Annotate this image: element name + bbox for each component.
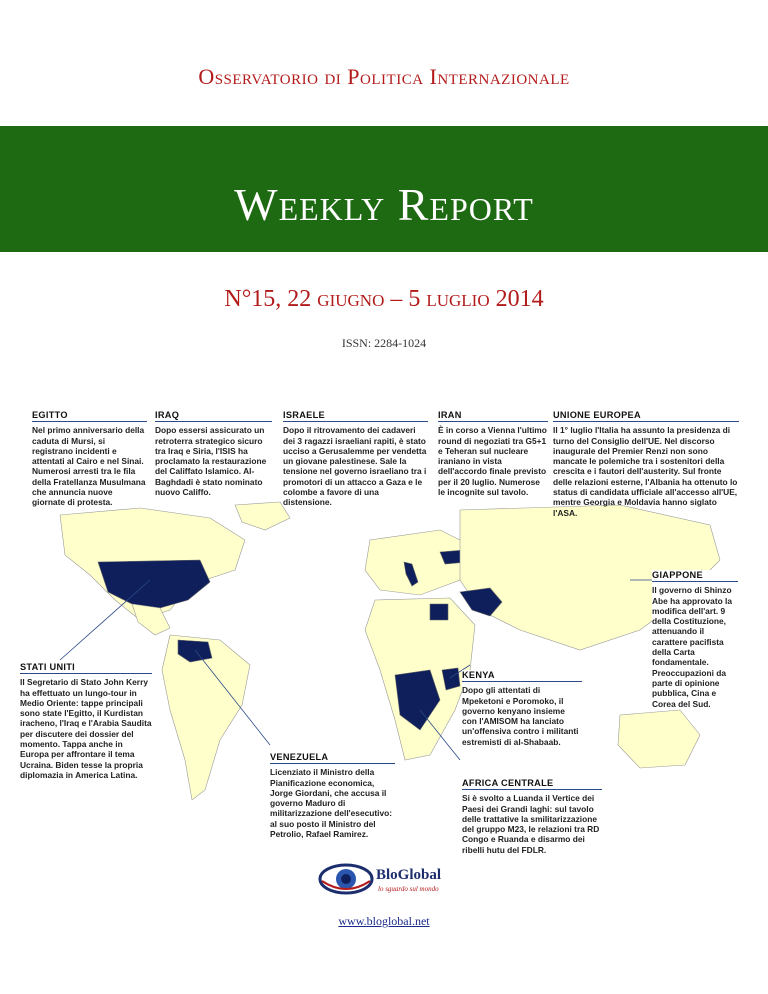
box-iran-title: IRAN [438, 410, 548, 422]
box-africa-centrale [462, 778, 602, 855]
eye-icon [318, 857, 374, 901]
box-iran [438, 410, 548, 497]
box-giappone-text: Il governo di Shinzo Abe ha approvato la modifica dell'art. 9 della Costituzione, attenuando il carattere pacifista della Carta fondamentale. Preoccupazioni da parte di opinione pubblica, Cina e Corea del Sud. [652, 585, 733, 709]
box-iran-text: È in corso a Vienna l'ultimo round di negoziati tra G5+1 e Teheran sul nucleare iraniano in vista dell'accordo finale previsto per il 20 luglio. Numerose le incognite sul tavolo. [438, 425, 547, 498]
box-egitto-title: EGITTO [32, 410, 147, 422]
issn: ISSN: 2284-1024 [341, 336, 427, 350]
box-egitto [32, 410, 147, 508]
box-iraq [155, 410, 272, 497]
website-link[interactable]: www.bloglobal.net [338, 914, 430, 928]
map-australia [618, 710, 700, 768]
box-stati-uniti-title: STATI UNITI [20, 662, 152, 674]
box-venezuela-text: Licenziato il Ministro della Pianificazione economica, Jorge Giordani, che accusa il governo Maduro di militarizzazione dell'esecutivo: al suo posto il Ministro del Petrolio, Rafael Ramirez. [270, 767, 393, 840]
box-kenya-text: Dopo gli attentati di Mpeketoni e Poromoko, il governo kenyano insieme con l'AMISOM ha lanciato un'offensiva contro i militanti estremisti di al-Shabaab. [462, 685, 579, 747]
box-ue [553, 410, 739, 518]
callout-usa [60, 580, 150, 660]
box-africa-text: Si è svolto a Luanda il Vertice dei Paesi dei Grandi laghi: sul tavolo delle trattative la smilitarizzazione del gruppo M23, le relazioni tra RD Congo e Ruanda e disarmo dei ribelli hutu del FDLR. [462, 793, 600, 855]
box-egitto-text: Nel primo anniversario della caduta di Mursi, si registrano incidenti e attentati al Cairo e nel Sinai. Numerosi arresti tra le fila della Fratellanza Musulmana che annuncia nuove giornate di protesta. [32, 425, 146, 508]
box-iraq-title: IRAQ [155, 410, 272, 422]
bloglobal-logo [318, 855, 458, 905]
box-africa-title: AFRICA CENTRALE [462, 778, 602, 790]
logo-tagline: lo sguardo sul mondo [378, 885, 439, 893]
logo-brand: BloGlobal [376, 867, 442, 883]
report-title: Weekly Report [234, 179, 534, 230]
map-egypt [430, 604, 448, 620]
box-kenya-title: KENYA [462, 670, 582, 682]
issue-line: N°15, 22 giugno – 5 luglio 2014 [224, 286, 544, 312]
box-venezuela-title: VENEZUELA [270, 752, 395, 764]
box-israele-title: ISRAELE [283, 410, 428, 422]
map-greenland [235, 502, 290, 530]
box-ue-text: Il 1° luglio l'Italia ha assunto la presidenza di turno del Consiglio dell'UE. Nel discorso inaugurale del Premier Renzi non sono mancate le polemiche tra i sostenitori della crescita e i fautori dell'austerity. Sul fronte delle relazioni esterne, l'Albania ha ottenuto lo status di candidata ufficiale all'accesso all'UE, mentre Georgia e Moldavia hanno siglato l'ASA. [553, 425, 738, 518]
box-iraq-text: Dopo essersi assicurato un retroterra strategico sicuro tra Iraq e Siria, l'ISIS ha proclamato la restaurazione del Califfato Islamico. Al-Baghdadi è stato nominato nuovo Califfo. [155, 425, 267, 498]
box-israele-text: Dopo il ritrovamento dei cadaveri dei 3 ragazzi israeliani rapiti, è stato ucciso a Gerusalemme per vendetta un giovane palestinese. Sale la tensione nel governo israeliano tra i promotori di un attacco a Gaza e le colombe a favore di una distensione. [283, 425, 427, 508]
box-stati-uniti-text: Il Segretario di Stato John Kerry ha effettuato un lungo-tour in Medio Oriente: tappe principali sono state l'Egitto, il Kurdistan iracheno, l'Iraq e l'Arabia Saudita per discutere dei dossier del momento. Tappa anche in Europa per affrontare il tema Ucraina. Biden tesse la propria diplomazia in America Latina. [20, 677, 152, 780]
map-south-america [162, 635, 250, 800]
box-stati-uniti [20, 662, 152, 780]
box-giappone-title: GIAPPONE [652, 570, 738, 582]
observatory-title: Osservatorio di Politica Internazionale [198, 64, 570, 89]
box-ue-title: UNIONE EUROPEA [553, 410, 739, 422]
box-venezuela [270, 752, 395, 839]
map-usa [98, 560, 210, 608]
box-giappone [652, 570, 738, 709]
box-kenya [462, 670, 582, 747]
box-israele [283, 410, 428, 508]
